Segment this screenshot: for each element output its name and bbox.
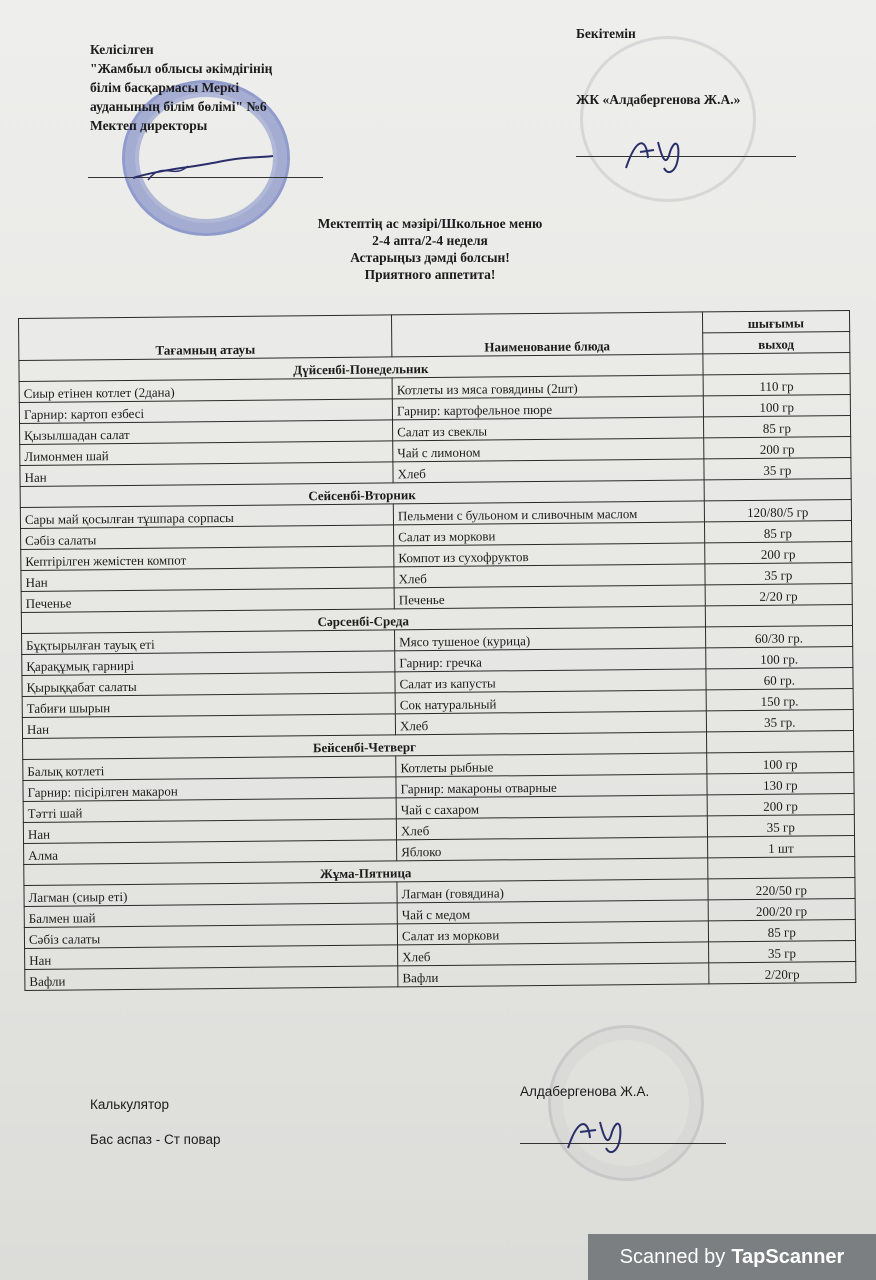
day-output-cell: [704, 479, 852, 501]
dish-output: 200/20 гр: [708, 898, 856, 920]
watermark-brand: TapScanner: [731, 1245, 845, 1268]
dish-name-ru: Вафли: [398, 963, 709, 987]
dish-name-ru: Гарнир: картофельное пюре: [392, 396, 703, 420]
approved-label: Бекітемін: [576, 26, 636, 41]
menu-greeting-kz: Астарыңыз дәмді болсын!: [350, 250, 510, 265]
dish-name-ru: Чай с сахаром: [396, 795, 707, 819]
dish-name-ru: Гарнир: гречка: [395, 648, 706, 672]
day-name: Бейсенбі-Четверг: [23, 732, 707, 760]
dish-name-kz: Лимонмен шай: [20, 441, 393, 466]
dish-name-ru: Хлеб: [396, 816, 707, 840]
column-header-ru: Наименование блюда: [392, 312, 703, 357]
dish-output: 2/20 гр: [705, 584, 853, 606]
dish-name-kz: Нан: [21, 567, 394, 592]
menu-title: Мектептің ас мәзірі/Школьное меню: [317, 216, 543, 231]
dish-output: 35 гр: [707, 814, 855, 836]
dish-name-ru: Печенье: [394, 585, 705, 609]
dish-output: 200 гр: [703, 437, 851, 459]
dish-name-kz: Тәтті шай: [23, 798, 396, 823]
dish-output: 35 гр: [705, 563, 853, 585]
menu-title-block: [270, 215, 590, 283]
dish-name-ru: Гарнир: макароны отварные: [396, 774, 707, 798]
dish-name-kz: Гарнир: картоп езбесі: [19, 399, 392, 424]
dish-name-kz: Сиыр етінен котлет (2дана): [19, 378, 392, 403]
dish-name-ru: Салат из моркови: [394, 522, 705, 546]
dish-name-kz: Балық котлеті: [23, 756, 396, 781]
column-header-output-ru: выход: [702, 332, 850, 354]
dish-name-kz: Нан: [22, 714, 395, 739]
footer-signature-icon: [560, 1110, 640, 1160]
dish-output: 220/50 гр: [708, 877, 856, 899]
agreed-org-line2: білім басқармасы Меркі: [90, 80, 240, 95]
menu-table-body: [19, 353, 856, 991]
dish-name-kz: Нан: [23, 819, 396, 844]
dish-name-ru: Мясо тушеное (курица): [395, 627, 706, 651]
dish-name-kz: Қырыққабат салаты: [22, 672, 395, 697]
dish-name-ru: Салат из капусты: [395, 669, 706, 693]
dish-output: 60/30 гр.: [705, 626, 853, 648]
dish-name-ru: Пельмени с бульоном и сливочным маслом: [393, 501, 704, 525]
day-name: Дүйсенбі-Понедельник: [19, 354, 703, 382]
dish-name-kz: Балмен шай: [24, 903, 397, 928]
dish-output: 35 гр: [704, 458, 852, 480]
dish-name-ru: Яблоко: [397, 837, 708, 861]
agreed-org-line3: ауданының білім бөлімі" №6: [90, 99, 267, 114]
dish-output: 35 гр.: [706, 709, 854, 731]
cook-label: Бас аспаз - Ст повар: [90, 1132, 221, 1147]
column-header-output-kz: шығымы: [702, 311, 850, 333]
footer-signer-name: Алдабергенова Ж.А.: [520, 1084, 650, 1099]
day-name: Жұма-Пятница: [24, 858, 708, 886]
dish-name-kz: Лагман (сиыр еті): [24, 882, 397, 907]
day-name: Сейсенбі-Вторник: [20, 480, 704, 508]
agreed-label: Келісілген: [90, 42, 154, 57]
dish-output: 100 гр.: [705, 647, 853, 669]
dish-name-ru: Салат из свеклы: [393, 417, 704, 441]
approver-name: ЖК «Алдабергенова Ж.А.»: [576, 92, 741, 107]
scanner-watermark: [588, 1234, 876, 1280]
dish-name-kz: Сары май қосылған тұшпара сорпасы: [20, 504, 393, 529]
dish-output: 85 гр: [708, 919, 856, 941]
dish-name-ru: Компот из сухофруктов: [394, 543, 705, 567]
dish-output: 85 гр: [704, 521, 852, 543]
dish-output: 60 гр.: [706, 668, 854, 690]
dish-name-kz: Қызылшадан салат: [20, 420, 393, 445]
dish-name-ru: Чай с медом: [397, 900, 708, 924]
dish-output: 200 гр: [704, 542, 852, 564]
dish-name-ru: Котлеты рыбные: [396, 753, 707, 777]
dish-name-ru: Хлеб: [398, 942, 709, 966]
menu-greeting-ru: Приятного аппетита!: [364, 267, 496, 282]
dish-name-kz: Бұқтырылған тауық еті: [22, 630, 395, 655]
dish-output: 200 гр: [707, 793, 855, 815]
dish-output: 2/20гр: [708, 961, 856, 983]
dish-name-ru: Котлеты из мяса говядины (2шт): [392, 375, 703, 399]
calculator-label: Калькулятор: [90, 1097, 170, 1112]
dish-name-kz: Кептірілген жемістен компот: [21, 546, 394, 571]
dish-name-kz: Печенье: [21, 588, 394, 613]
dish-name-kz: Сәбіз салаты: [24, 924, 397, 949]
dish-name-ru: Чай с лимоном: [393, 438, 704, 462]
column-header-kz: Тағамның атауы: [19, 315, 392, 361]
dish-name-ru: Хлеб: [393, 459, 704, 483]
dish-name-ru: Сок натуральный: [395, 690, 706, 714]
dish-output: 120/80/5 гр: [704, 500, 852, 522]
dish-output: 100 гр: [703, 395, 851, 417]
dish-output: 1 шт: [707, 835, 855, 857]
dish-output: 85 гр: [703, 416, 851, 438]
footer-left: [90, 1096, 221, 1149]
dish-output: 130 гр: [707, 772, 855, 794]
dish-name-ru: Лагман (говядина): [397, 879, 708, 903]
dish-name-ru: Хлеб: [394, 564, 705, 588]
watermark-prefix: Scanned by: [619, 1245, 726, 1268]
agreed-position: Мектеп директоры: [90, 118, 208, 133]
dish-name-kz: Нан: [20, 462, 393, 487]
dish-output: 35 гр: [708, 940, 856, 962]
dish-name-kz: Нан: [25, 945, 398, 970]
dish-name-ru: Хлеб: [395, 711, 706, 735]
dish-output: 150 гр.: [706, 689, 854, 711]
menu-table: [18, 310, 856, 991]
dish-name-kz: Вафли: [25, 966, 398, 991]
day-output-cell: [706, 730, 854, 752]
day-output-cell: [705, 605, 853, 627]
day-name: Сәрсенбі-Среда: [21, 606, 705, 634]
dish-name-kz: Қарақұмық гарнирі: [22, 651, 395, 676]
director-signature-icon: [128, 150, 278, 186]
day-output-cell: [703, 353, 851, 375]
day-output-cell: [707, 856, 855, 878]
dish-name-kz: Сәбіз салаты: [21, 525, 394, 550]
dish-name-ru: Салат из моркови: [397, 921, 708, 945]
dish-name-kz: Алма: [24, 840, 397, 865]
dish-output: 110 гр: [703, 374, 851, 396]
approver-signature-icon: [618, 128, 698, 180]
dish-output: 100 гр: [706, 751, 854, 773]
dish-name-kz: Табиғи шырын: [22, 693, 395, 718]
menu-week: 2-4 апта/2-4 неделя: [372, 233, 488, 248]
agreed-org-line1: "Жамбыл облысы әкімдігінің: [90, 61, 273, 76]
dish-name-kz: Гарнир: пісірілген макарон: [23, 777, 396, 802]
